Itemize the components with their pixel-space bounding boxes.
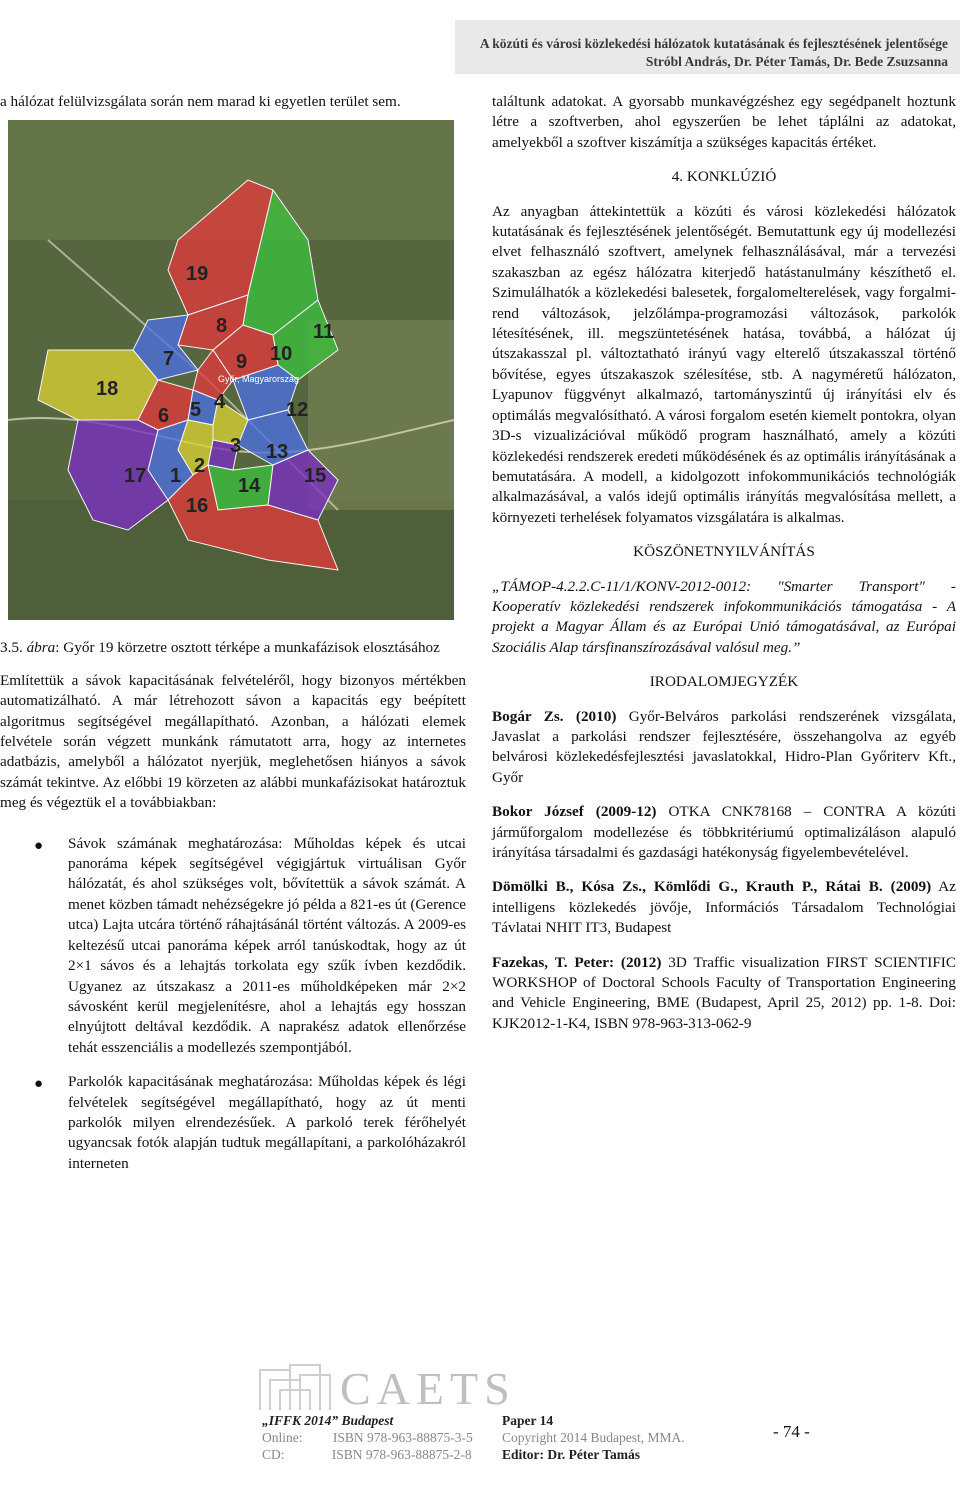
footer-copyright: Copyright 2014 Budapest, MMA. [502, 1430, 685, 1445]
zone-label-14: 14 [238, 475, 261, 498]
zone-label-5: 5 [190, 399, 202, 422]
zone-label-18: 18 [96, 378, 119, 401]
zone-label-11: 11 [313, 321, 335, 344]
footer-online-isbn: ISBN 978-963-88875-3-5 [332, 1430, 473, 1445]
zone-label-1: 1 [170, 465, 182, 488]
zone-label-16: 16 [186, 495, 209, 518]
caption-italic: ábra [26, 639, 56, 657]
refs-title: IRODALOMJEGYZÉK [649, 673, 799, 691]
footer-online-label: Online: [262, 1430, 303, 1445]
footer-cd [262, 1446, 473, 1463]
left-column [0, 92, 466, 1188]
caption-number: 3.5. [0, 639, 23, 657]
list-item [0, 1072, 466, 1174]
footer-editor-label: Editor: [502, 1447, 544, 1462]
zone-label-17: 17 [124, 465, 147, 488]
zone-label-8: 8 [216, 315, 228, 338]
reference-author: Bokor József (2009-12) [492, 803, 657, 821]
reference-author: Fazekas, T. Peter: (2012) [492, 953, 662, 971]
right-intro: találtunk adatokat. A gyorsabb munkavégzéshez egy segédpanelt hoztunk létre a szoftverben, ahol egyszerűen be lehet táplálni az adatokat, amelyekből a szoftver kiszámítja a szükséges kapacitás értéket. [492, 93, 956, 151]
zone-label-2: 2 [194, 455, 206, 478]
ack-title: KÖSZÖNETNYILVÁNÍTÁS [633, 543, 815, 561]
reference-text: OTKA CNK78168 – CONTRA A közúti járműforgalom modellezése és többkritériumú optimalizáláson alapuló irányítása társadalmi és gazdasági hatékonyság figyelembevételével. [492, 803, 956, 861]
zone-label-6: 6 [158, 405, 170, 428]
gyor-district-map [8, 120, 454, 620]
bullet-icon: ● [34, 1076, 44, 1093]
zone-label-12: 12 [286, 399, 309, 422]
footer-paper: Paper 14 [502, 1413, 554, 1428]
left-intro: a hálózat felülvizsgálata során nem marad ki egyetlen terület sem. [0, 93, 401, 110]
footer-editor [502, 1446, 685, 1463]
list-item [0, 834, 466, 1058]
ack-text: „TÁMOP-4.2.2.C-11/1/KONV-2012-0012: "Smarter Transport" - Kooperatív közlekedési rendszerek infokommunikációs támogatása - A projekt a Magyar Állam és az Európai Unió támogatásával, az Európai Szociális Alap társfinanszírozásával valósul meg.” [492, 577, 956, 656]
page-header [0, 0, 960, 78]
footer-online [262, 1429, 473, 1446]
footer-editor-name: Dr. Péter Tamás [547, 1447, 640, 1462]
right-column [492, 92, 956, 1048]
reference-item [492, 707, 956, 789]
map-svg [8, 120, 454, 620]
conclusion-title: 4. KONKLÚZIÓ [671, 168, 777, 186]
footer-left [262, 1412, 473, 1463]
zone-label-7: 7 [163, 348, 175, 371]
left-paragraph-1: Említettük a sávok kapacitásának felvételéről, hogy bizonyos mértékben automatizálható. A már létrehozott sávon a kapacitás egy beépített algoritmus segítségével megállapítható. Azonban, a hálózati elemek felvétele során végzett munkánk rámutatott arra, hogy az internetes adatbázis, amelyből a hálózatot nyerjük, meglehetősen hiányos a sávok számát tekintve. Az előbbi 19 körzeten az alábbi munkafázisokat határoztuk meg és végeztük el a továbbiakban: [0, 671, 466, 812]
zone-label-4: 4 [214, 391, 226, 414]
conclusion-text: Az anyagban áttekintettük a közúti és városi közlekedési hálózatok kutatásának és fejlesztésének jelentőségét. Bemutattunk egy új modellezési elvet felhasználó szoftvert, amelynek felhasználásával, már a tervezési szakaszban az egész hálózatra kiterjedő hatástanulmány készíthető el. Szimulálhatók a közlekedési balesetek, forgalomelterelések, vagy forgalmi-rend változások, jelzőlámpa-programozási változások, parkolók létesítésének, ill. megszüntetésének hatása, továbbá, a hálózat új útszakasszal pl. változtatható irányú vagy elterelő útszakasszal történő bővítése, egyes útszakaszok szélesítése, stb. A nagyméretű hálózaton, Lyapunov függvényt alkalmazó, tartományszintű új irányítási elv és optimálás megvalósítható. A városi forgalom esetén kiemelt pontokra, olyan 3D-s vizualizációval működő program használható, amely a közúti közlekedési rendszerek eredeti működésének és az optimális irányításának a bemutatására. A modell, a kidolgozott infokommunikációs technológiák alkalmazásával, a valós idejű optimális irányítás megvalósítása mellett, a környezeti terhelések folyamatos vizsgálatára is alkalmas. [492, 202, 956, 526]
figure-caption [0, 638, 466, 658]
zone-label-9: 9 [236, 351, 248, 374]
work-phases-list [0, 834, 466, 1175]
city-label: Győr, Magyarország [218, 374, 300, 385]
zone-label-10: 10 [270, 343, 293, 366]
zone-label-15: 15 [304, 465, 327, 488]
zone-label-13: 13 [266, 441, 289, 464]
reference-text: Az intelligens közlekedés jövője, Információs Társadalom Technológiai Távlatai NHIT IT3, Budapest [492, 878, 956, 937]
footer-conference: „IFFK 2014” Budapest [262, 1413, 394, 1428]
footer-cd-isbn: ISBN 978-963-88875-2-8 [331, 1447, 472, 1462]
zone-label-19: 19 [186, 263, 209, 286]
caets-logo-text: CAETS [340, 1363, 516, 1414]
footer-middle [502, 1412, 685, 1463]
reference-author: Bogár Zs. (2010) [492, 707, 617, 725]
header-title: A közúti és városi közlekedési hálózatok kutatásának és fejlesztésének jelentősége [479, 36, 948, 51]
reference-author: Dömölki B., Kósa Zs., Kömlődi G., Krauth P., Rátai B. (2009) [492, 878, 932, 896]
reference-item [492, 802, 956, 863]
header-authors: Stróbl András, Dr. Péter Tamás, Dr. Bede Zsuzsanna [645, 54, 948, 69]
zone-label-3: 3 [230, 435, 242, 458]
reference-text: Győr-Belváros parkolási rendszerének vizsgálata, Javaslat a parkolási rendszer fejlesztésére, összehangolva az egyéb belvárosi közlekedésfejlesztési javaslatokkal, Hidro-Plan Győriterv Kft., Győr [492, 707, 956, 786]
caption-text: : Győr 19 körzetre osztott térképe a munkafázisok elosztásához [55, 639, 440, 657]
footer-cd-label: CD: [262, 1447, 285, 1462]
list-item-text: Sávok számának meghatározása: Műholdas képek és utcai panoráma képek segítségével végigjártuk virtuálisan Győr hálózatát, és ahol szükséges volt, bővítettük a sávok számát. A menet közben támadt nehézségekre jó példa a 821-es út (Gerence utca) Lajta utcára történő ráhajtásánál történt változás. A 2009-es keltezésű utcai panoráma képek arról tanúskodtak, hogy az út 2×1 sávos és a lehajtás torkolata egy szűk ívben kezdődik. Ugyanez az útszakasz a 2011-es műholdképeken már 2×2 sávosként kerül megjelenítésre, ahol a lehajtás egy hosszan elnyújtott deltával kezdődik. A naprakész adatok ellenőrzése tehát esszenciális a modellezés szempontjából. [68, 834, 466, 1056]
page-number: - 74 - [773, 1422, 810, 1441]
bullet-icon: ● [34, 837, 44, 854]
reference-item [492, 877, 956, 938]
list-item-text: Parkolók kapacitásának meghatározása: Műholdas képek és légi felvételek segítségével megállapítható, hogy az út menti parkolók milyen elrendezésűek. A parkoló terek férőhelyét ugyancsak fotók alapján tudtuk megállapítani, a parkolóházakról interneten [68, 1073, 466, 1172]
reference-text: 3D Traffic visualization FIRST SCIENTIFIC WORKSHOP of Doctoral Schools Faculty of Transportation Engineering and Vehicle Engineering, BME (Budapest, April 25, 2012) pp. 1-8. Doi: KJK2012-1-K4, ISBN 978-963-313-062-9 [492, 953, 956, 1032]
reference-item [492, 953, 956, 1035]
